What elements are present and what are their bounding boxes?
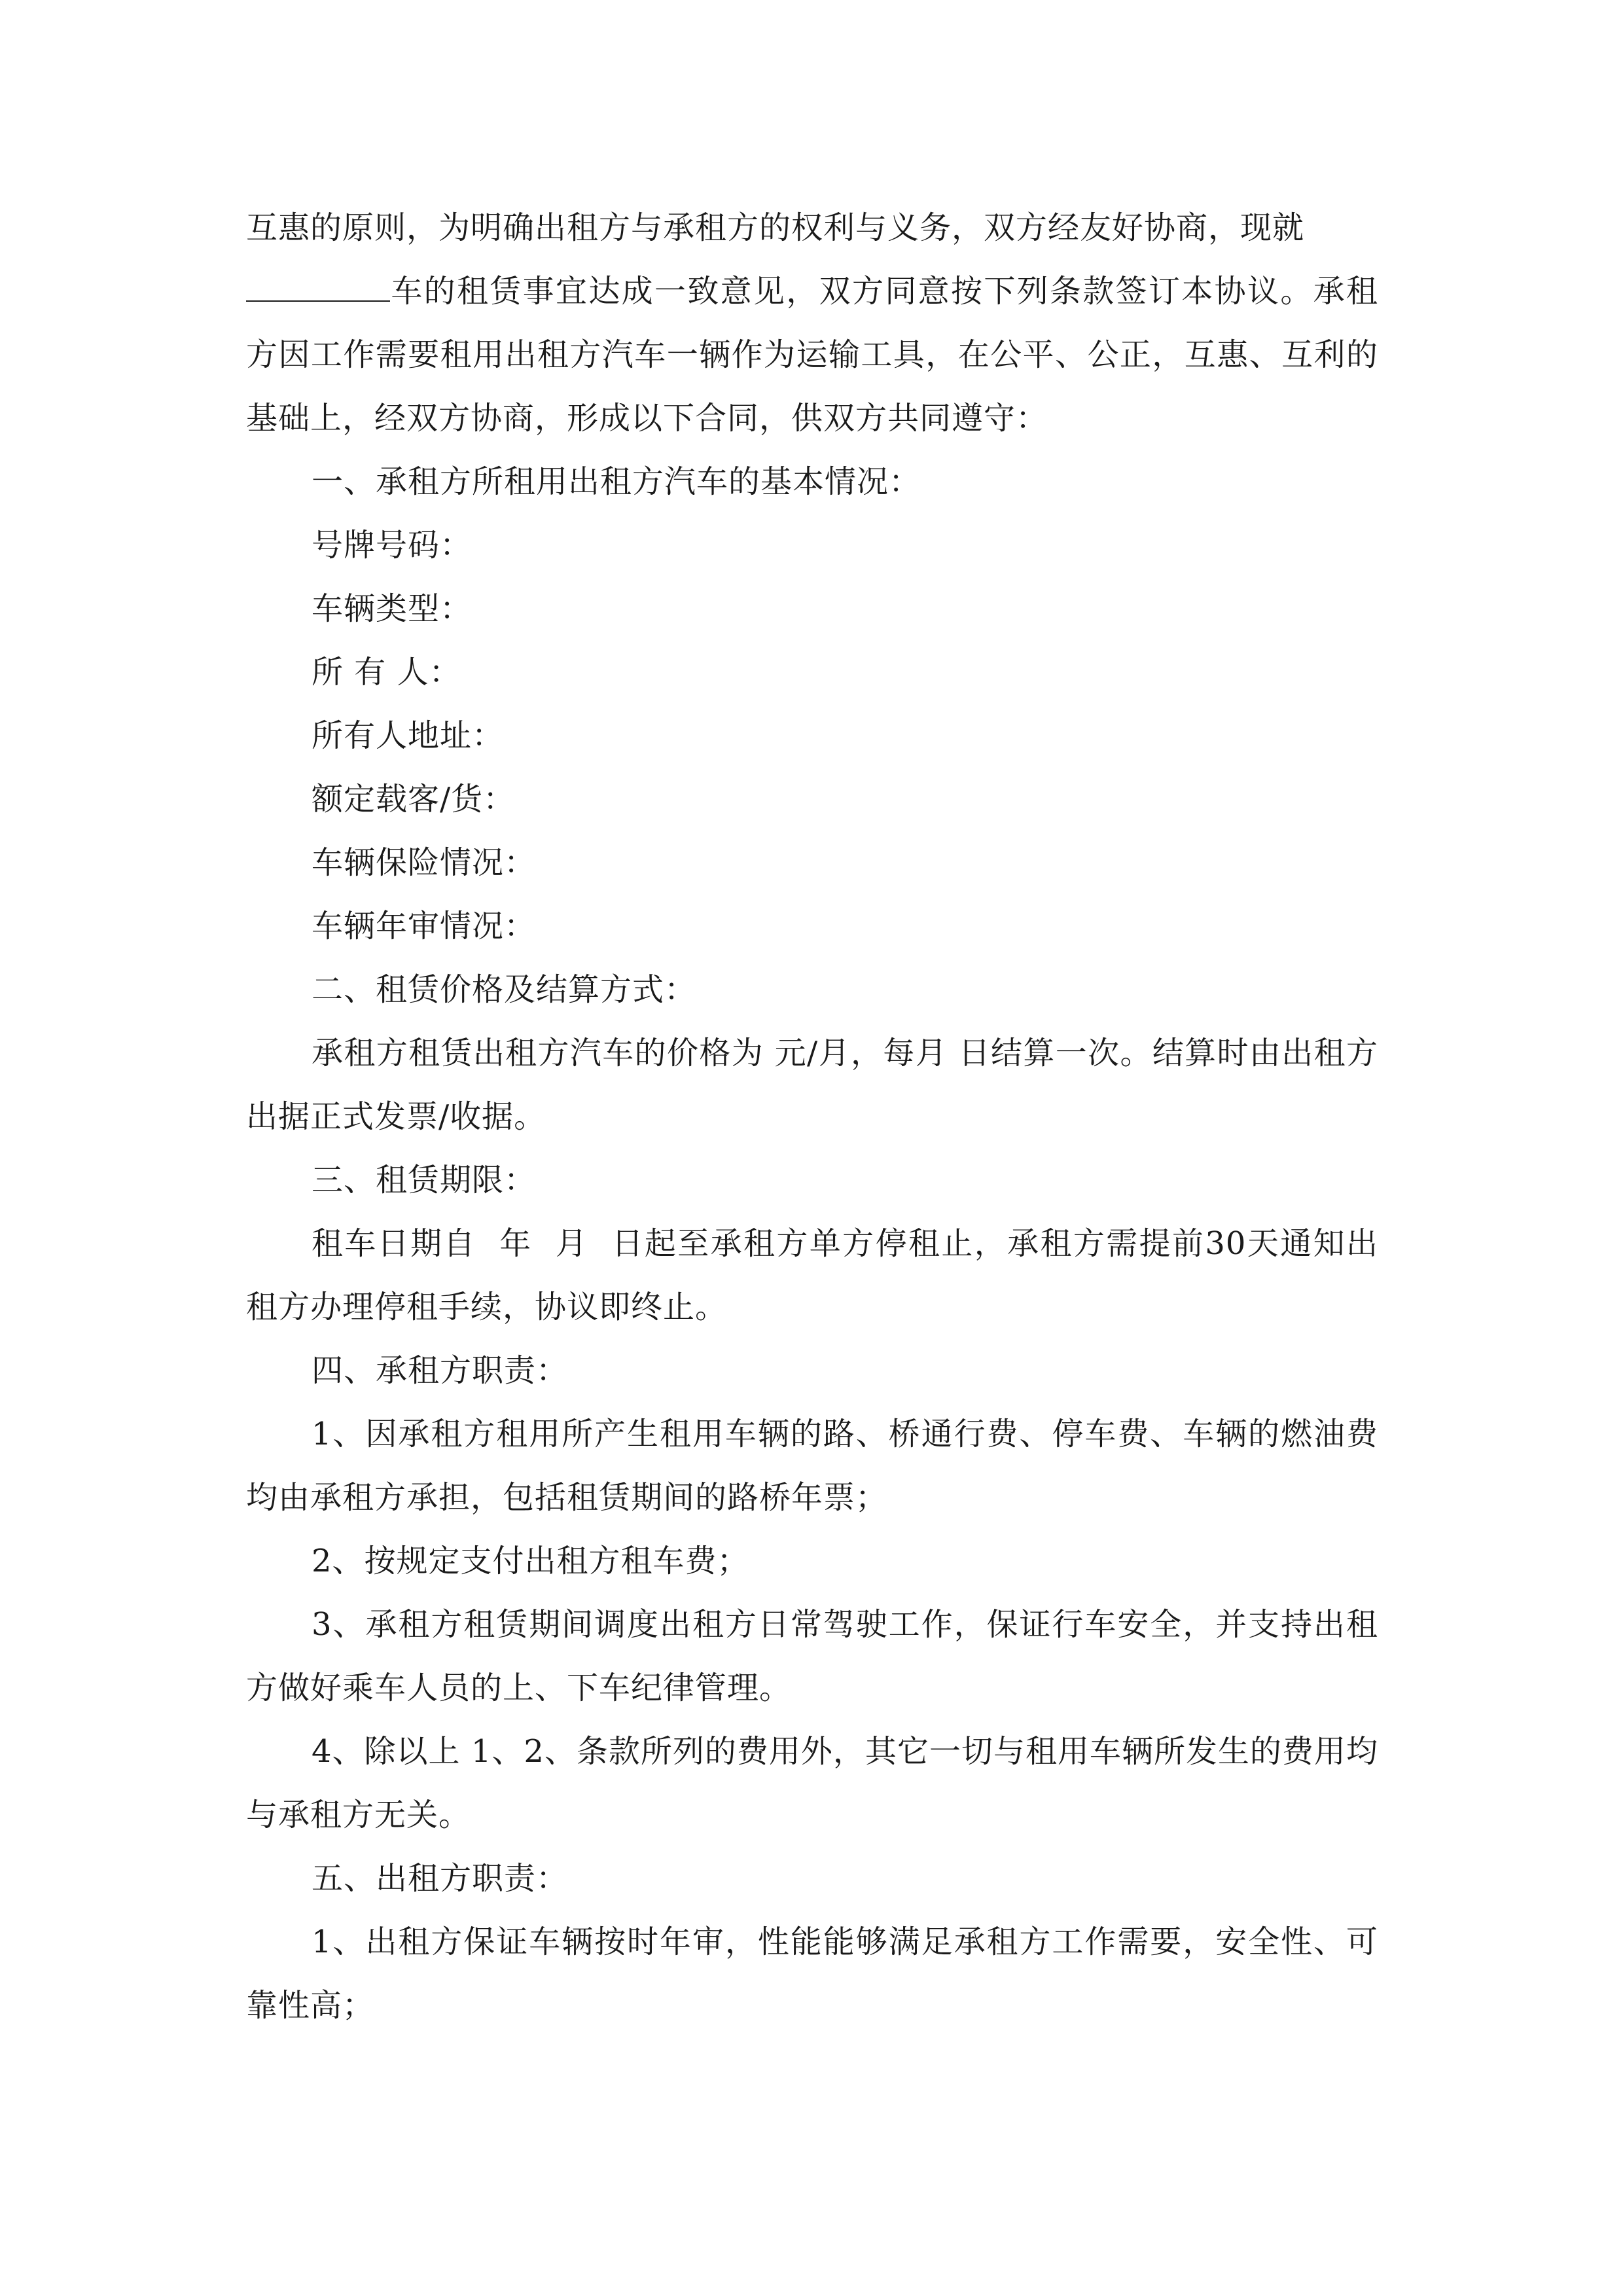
- intro-paragraph-line1: 互惠的原则，为明确出租方与承租方的权利与义务，双方经友好协商，现就: [246, 209, 1305, 246]
- section-4-heading: 四、承租方职责：: [312, 1352, 569, 1389]
- section-5-heading: 五、出租方职责：: [312, 1860, 569, 1897]
- intro-paragraph: [246, 260, 1378, 450]
- vehicle-blank-field: [246, 274, 390, 302]
- contract-body: [246, 196, 1378, 2037]
- intro-paragraph-text: 车的租赁事宜达成一致意见，双方同意按下列条款签订本协议。承租方因工作需要租用出租方汽车一辆作为运输工具，在公平、公正，互惠、互利的基础上，经双方协商，形成以下合同，供双方共同遵守：: [246, 273, 1378, 437]
- section-4-item-3: 3、承租方租赁期间调度出租方日常驾驶工作，保证行车安全，并支持出租方做好乘车人员的上、下车纪律管理。: [246, 1606, 1378, 1706]
- section-5-item-1: 1、出租方保证车辆按时年审，性能能够满足承租方工作需要，安全性、可靠性高；: [246, 1924, 1378, 2024]
- owner-address-label: 所有人地址：: [312, 717, 505, 754]
- section-4-item-4: 4、除以上 1、2、条款所列的费用外，其它一切与租用车辆所发生的费用均与承租方无关。: [246, 1733, 1378, 1833]
- section-2-body: 承租方租赁出租方汽车的价格为 元/月，每月 日结算一次。结算时由出租方出据正式发票/收据。: [246, 1035, 1378, 1135]
- section-2-heading: 二、租赁价格及结算方式：: [312, 971, 697, 1008]
- section-4-item-1: 1、因承租方租用所产生租用车辆的路、桥通行费、停车费、车辆的燃油费均由承租方承担，包括租赁期间的路桥年票；: [246, 1416, 1378, 1516]
- rated-capacity-label: 额定载客/货：: [312, 781, 516, 817]
- owner-label: 所 有 人：: [312, 654, 461, 691]
- annual-inspection-label: 车辆年审情况：: [312, 908, 537, 944]
- section-3-heading: 三、租赁期限：: [312, 1162, 537, 1198]
- vehicle-type-label: 车辆类型：: [312, 590, 473, 627]
- insurance-status-label: 车辆保险情况：: [312, 844, 537, 881]
- section-3-body: 租车日期自 年 月 日起至承租方单方停租止，承租方需提前30天通知出租方办理停租手续，协议即终止。: [246, 1225, 1378, 1325]
- plate-number-label: 号牌号码：: [312, 527, 473, 564]
- section-1-heading: 一、承租方所租用出租方汽车的基本情况：: [312, 463, 921, 500]
- section-4-item-2: 2、按规定支付出租方租车费；: [312, 1543, 749, 1579]
